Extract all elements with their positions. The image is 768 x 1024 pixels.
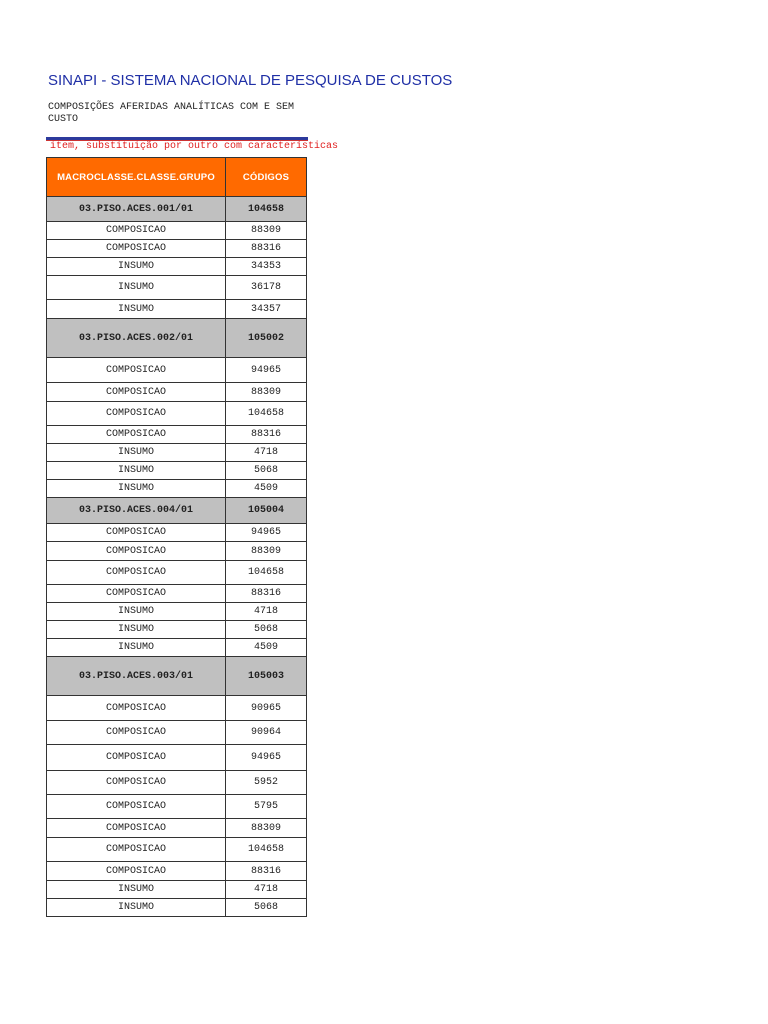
table-row xyxy=(47,603,307,621)
item-code-cell: 88309 xyxy=(226,383,307,402)
item-code-cell: 94965 xyxy=(226,524,307,542)
table-row xyxy=(47,795,307,819)
group-code-value: 105003 xyxy=(226,657,307,696)
item-code-cell: 88316 xyxy=(226,862,307,881)
item-type-cell: COMPOSICAO xyxy=(47,222,226,240)
table-row xyxy=(47,276,307,300)
group-row xyxy=(47,319,307,358)
item-type-cell: INSUMO xyxy=(47,462,226,480)
item-type-cell: INSUMO xyxy=(47,276,226,300)
item-type-cell: COMPOSICAO xyxy=(47,745,226,771)
item-type-cell: COMPOSICAO xyxy=(47,721,226,745)
table-row xyxy=(47,819,307,838)
table-row xyxy=(47,721,307,745)
table-row xyxy=(47,402,307,426)
table-row xyxy=(47,621,307,639)
item-code-cell: 88316 xyxy=(226,426,307,444)
table-body xyxy=(47,197,307,917)
item-type-cell: COMPOSICAO xyxy=(47,795,226,819)
item-code-cell: 104658 xyxy=(226,402,307,426)
group-row xyxy=(47,657,307,696)
table-row xyxy=(47,838,307,862)
item-type-cell: COMPOSICAO xyxy=(47,585,226,603)
item-code-cell: 34357 xyxy=(226,300,307,319)
item-code-cell: 34353 xyxy=(226,258,307,276)
table-row xyxy=(47,862,307,881)
item-code-cell: 88316 xyxy=(226,240,307,258)
item-type-cell: INSUMO xyxy=(47,300,226,319)
table-row xyxy=(47,426,307,444)
table-row xyxy=(47,462,307,480)
item-code-cell: 5068 xyxy=(226,621,307,639)
group-row xyxy=(47,197,307,222)
table-row xyxy=(47,222,307,240)
group-code-label: 03.PISO.ACES.002/01 xyxy=(47,319,226,358)
table-row xyxy=(47,524,307,542)
group-code-value: 105002 xyxy=(226,319,307,358)
item-code-cell: 5068 xyxy=(226,462,307,480)
group-code-label: 03.PISO.ACES.004/01 xyxy=(47,498,226,524)
item-code-cell: 104658 xyxy=(226,838,307,862)
group-code-label: 03.PISO.ACES.003/01 xyxy=(47,657,226,696)
item-code-cell: 90965 xyxy=(226,696,307,721)
table-row xyxy=(47,358,307,383)
table-row xyxy=(47,881,307,899)
item-code-cell: 4718 xyxy=(226,881,307,899)
table-row xyxy=(47,639,307,657)
item-code-cell: 94965 xyxy=(226,745,307,771)
item-type-cell: INSUMO xyxy=(47,444,226,462)
note-text: item, substituição por outro com características xyxy=(50,141,339,152)
item-code-cell: 5952 xyxy=(226,771,307,795)
table-row xyxy=(47,771,307,795)
item-code-cell: 4509 xyxy=(226,639,307,657)
item-type-cell: INSUMO xyxy=(47,899,226,917)
item-code-cell: 88309 xyxy=(226,222,307,240)
item-type-cell: COMPOSICAO xyxy=(47,426,226,444)
item-type-cell: COMPOSICAO xyxy=(47,524,226,542)
item-type-cell: INSUMO xyxy=(47,258,226,276)
table-header-row xyxy=(47,158,307,197)
sheet-viewport xyxy=(46,0,453,1024)
item-type-cell: COMPOSICAO xyxy=(47,561,226,585)
table-row xyxy=(47,561,307,585)
item-code-cell: 88309 xyxy=(226,542,307,561)
item-code-cell: 4718 xyxy=(226,603,307,621)
item-code-cell: 88309 xyxy=(226,819,307,838)
item-type-cell: COMPOSICAO xyxy=(47,696,226,721)
item-type-cell: COMPOSICAO xyxy=(47,383,226,402)
item-type-cell: COMPOSICAO xyxy=(47,862,226,881)
table-row xyxy=(47,542,307,561)
group-row xyxy=(47,498,307,524)
group-code-value: 104658 xyxy=(226,197,307,222)
item-type-cell: INSUMO xyxy=(47,621,226,639)
column-header-group: MACROCLASSE.CLASSE.GRUPO xyxy=(47,158,226,197)
item-type-cell: INSUMO xyxy=(47,480,226,498)
item-type-cell: COMPOSICAO xyxy=(47,819,226,838)
table-row xyxy=(47,585,307,603)
item-type-cell: COMPOSICAO xyxy=(47,358,226,383)
table-row xyxy=(47,258,307,276)
table-row xyxy=(47,383,307,402)
item-type-cell: INSUMO xyxy=(47,603,226,621)
item-type-cell: COMPOSICAO xyxy=(47,402,226,426)
table-row xyxy=(47,696,307,721)
item-code-cell: 5068 xyxy=(226,899,307,917)
item-code-cell: 104658 xyxy=(226,561,307,585)
table-row xyxy=(47,444,307,462)
table-row xyxy=(47,899,307,917)
item-code-cell: 5795 xyxy=(226,795,307,819)
item-type-cell: COMPOSICAO xyxy=(47,240,226,258)
codes-table xyxy=(46,157,307,917)
page-subtitle: COMPOSIÇÕES AFERIDAS ANALÍTICAS COM E SEM CUSTO xyxy=(48,102,295,125)
page-title: SINAPI - SISTEMA NACIONAL DE PESQUISA DE CUSTOS xyxy=(48,72,453,89)
item-type-cell: COMPOSICAO xyxy=(47,771,226,795)
item-type-cell: COMPOSICAO xyxy=(47,838,226,862)
item-code-cell: 88316 xyxy=(226,585,307,603)
group-code-value: 105004 xyxy=(226,498,307,524)
item-code-cell: 4509 xyxy=(226,480,307,498)
table-row xyxy=(47,480,307,498)
table-row xyxy=(47,300,307,319)
item-type-cell: INSUMO xyxy=(47,881,226,899)
item-type-cell: INSUMO xyxy=(47,639,226,657)
item-code-cell: 94965 xyxy=(226,358,307,383)
group-code-label: 03.PISO.ACES.001/01 xyxy=(47,197,226,222)
table-row xyxy=(47,745,307,771)
column-header-codes: CÓDIGOS xyxy=(226,158,307,197)
item-type-cell: COMPOSICAO xyxy=(47,542,226,561)
table-row xyxy=(47,240,307,258)
item-code-cell: 36178 xyxy=(226,276,307,300)
item-code-cell: 4718 xyxy=(226,444,307,462)
item-code-cell: 90964 xyxy=(226,721,307,745)
